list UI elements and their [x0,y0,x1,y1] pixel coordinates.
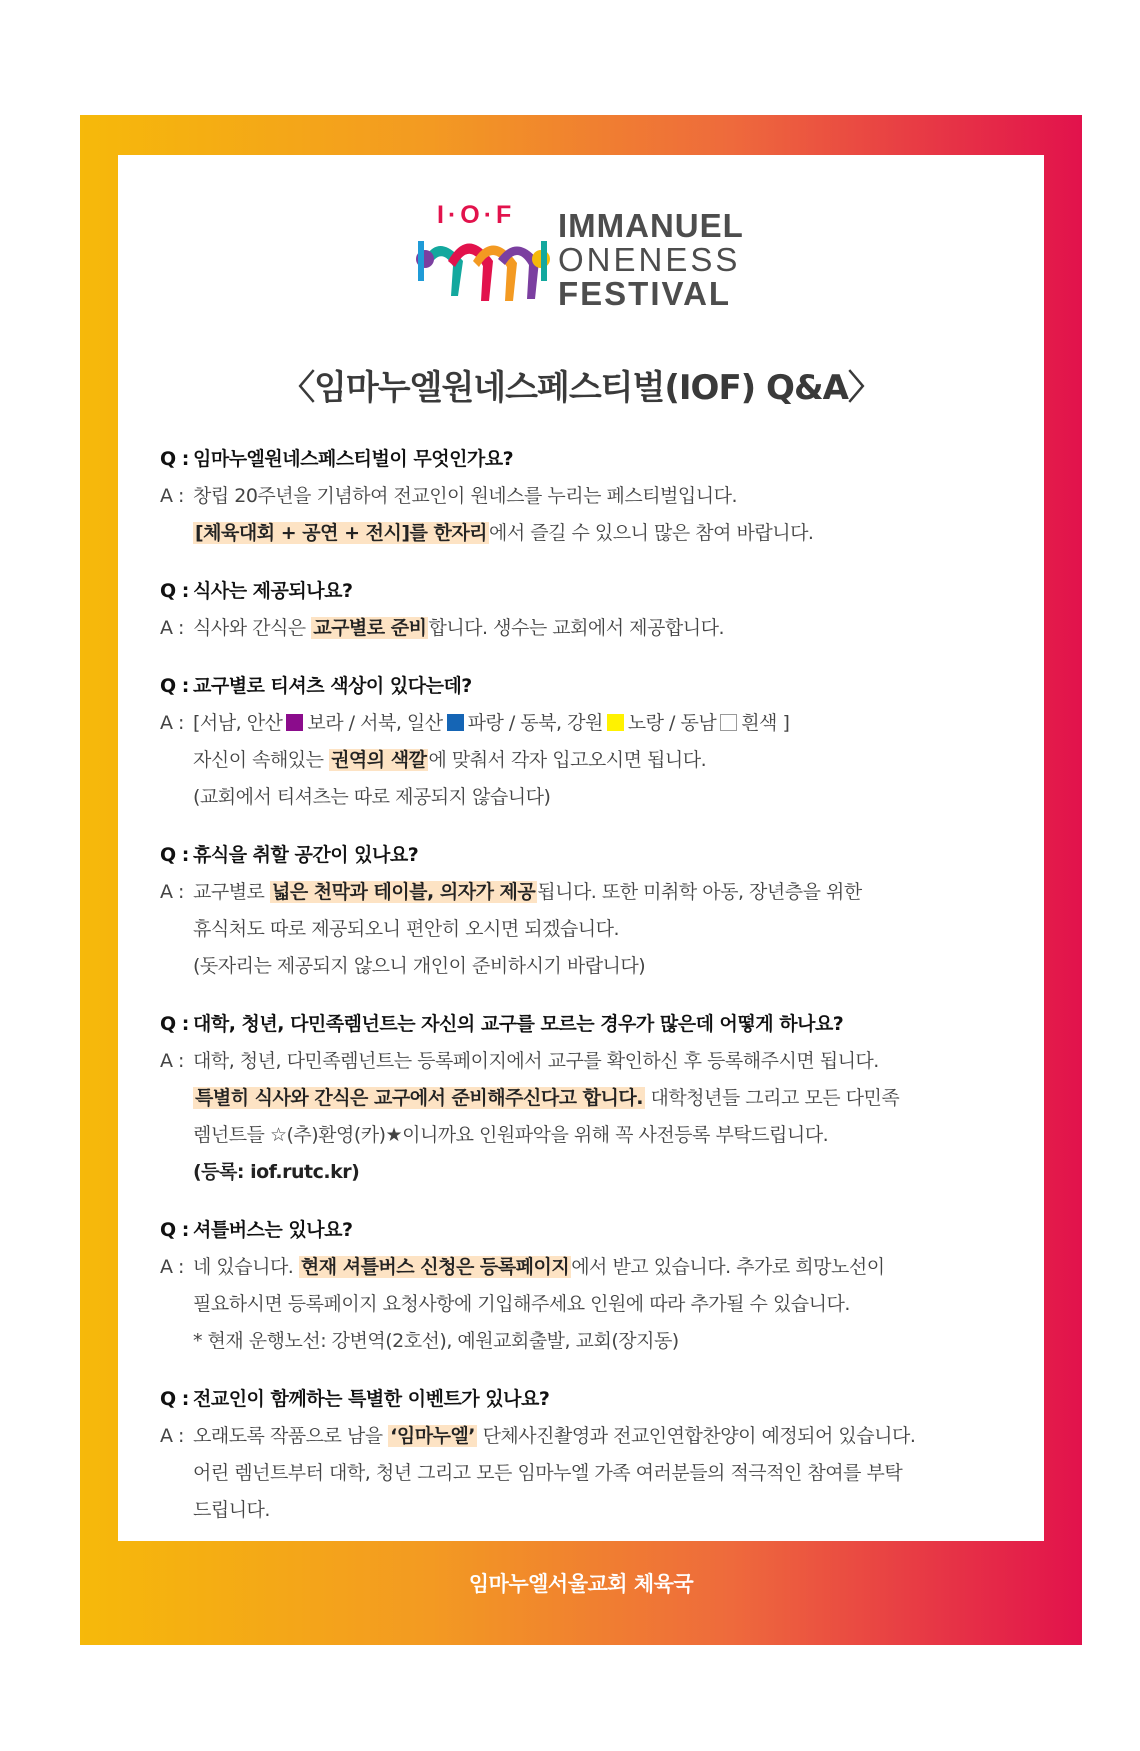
answer-text: 에서 즐길 수 있으니 많은 참여 바랍니다. [489,522,814,544]
question [160,1381,1020,1418]
content-card [118,155,1044,1541]
yellow-swatch-icon [607,714,624,731]
answer-text: 대학청년들 그리고 모든 다민족 [644,1087,900,1109]
answer-line [160,478,1020,515]
qa-item-2 [160,573,1020,647]
q-label: Q : [160,580,189,602]
answer-text: 단체사진촬영과 전교인연합찬양이 예정되어 있습니다. [477,1425,916,1447]
logo-line-2: ONENESS [558,241,741,278]
answer-text: 됩니다. 또한 미취학 아동, 장년층을 위한 [537,881,862,903]
region-text: 파랑 / 동북, 강원 [467,712,603,734]
a-label: A : [160,881,184,903]
q-label: Q : [160,1219,189,1241]
a-label: A : [160,1256,184,1278]
answer-line: * 현재 운행노선: 강변역(2호선), 예원교회출발, 교회(장지동) [193,1330,679,1352]
highlight-text: 현재 셔틀버스 신청은 등록페이지 [300,1256,570,1278]
q-label: Q : [160,675,189,697]
q-label: Q : [160,844,189,866]
question-text: 휴식을 취할 공간이 있나요? [193,844,419,866]
a-label: A : [160,1050,184,1072]
answer-line [160,1043,1020,1080]
logo-line-3: FESTIVAL [558,275,732,312]
logo-line-1: IMMANUEL [558,207,744,244]
qa-item-3 [160,668,1020,816]
highlight-text: 권역의 색깔 [331,749,427,771]
answer-text: 교구별로 [193,881,270,903]
answer-text: 합니다. 생수는 교회에서 제공합니다. [428,617,724,639]
question-text: 식사는 제공되나요? [193,580,353,602]
qa-item-6 [160,1212,1020,1360]
answer-line [160,1080,1020,1117]
page-title: 〈임마누엘원네스페스티벌(IOF) Q&A〉 [281,368,881,408]
answer-line [160,742,1020,779]
answer-line [160,874,1020,911]
highlight-text: ‘임마누엘’ [390,1425,476,1447]
answer-text: 에 맞춰서 각자 입고오시면 됩니다. [428,749,707,771]
answer-line: 어린 렘넌트부터 대학, 청년 그리고 모든 임마누엘 가족 여러분들의 적극적인 참여를 부탁 [193,1462,903,1484]
question-text: 셔틀버스는 있나요? [193,1219,353,1241]
region-text: [서남, 안산 [193,712,283,734]
white-swatch-icon [720,714,737,731]
answer-text: 네 있습니다. [193,1256,299,1278]
answer-line: (교회에서 티셔츠는 따로 제공되지 않습니다) [193,786,551,808]
region-text: 노랑 / 동남 [627,712,717,734]
logo-wordmark [558,209,744,311]
q-label: Q : [160,1013,189,1035]
question-text: 임마누엘원네스페스티벌이 무엇인가요? [193,448,514,470]
a-label: A : [160,1425,184,1447]
answer-text: 에서 받고 있습니다. 추가로 희망노선이 [571,1256,885,1278]
question [160,1212,1020,1249]
answer-line [160,1249,1020,1286]
highlight-text: 넓은 천막과 테이블, 의자가 제공 [271,881,536,903]
qa-list [160,441,1020,1550]
answer-text: 창립 20주년을 기념하여 전교인이 원네스를 누리는 페스티벌입니다. [193,485,738,507]
answer-line [160,705,1020,742]
highlight-text: 특별히 식사와 간식은 교구에서 준비해주신다고 합니다. [195,1087,643,1109]
footer-text: 임마누엘서울교회 체육국 [468,1572,694,1596]
answer-line [160,1418,1020,1455]
answer-line: 렘넌트들 ☆(추)환영(카)★이니까요 인원파악을 위해 꼭 사전등록 부탁드립니다. [193,1124,829,1146]
qa-item-1 [160,441,1020,552]
logo-mark-text: I·O·F [437,201,516,229]
purple-swatch-icon [286,714,303,731]
question-text: 전교인이 함께하는 특별한 이벤트가 있나요? [193,1388,550,1410]
answer-text: 오래도록 작품으로 남을 [193,1425,389,1447]
qa-item-4 [160,837,1020,985]
question-text: 대학, 청년, 다민족렘넌트는 자신의 교구를 모르는 경우가 많은데 어떻게 하나요? [193,1013,844,1035]
answer-text: 식사와 간식은 [193,617,312,639]
question [160,1006,1020,1043]
a-label: A : [160,712,184,734]
iof-logo [413,201,773,313]
q-label: Q : [160,448,189,470]
answer-line: 드립니다. [193,1499,270,1521]
answer-text: 대학, 청년, 다민족렘넌트는 등록페이지에서 교구를 확인하신 후 등록해주시면 됩니다. [193,1050,879,1072]
highlight-text: 교구별로 준비 [313,617,427,639]
gradient-frame [80,115,1082,1645]
answer-text: 자신이 속해있는 [193,749,330,771]
answer-line [160,610,1020,647]
answer-line: 필요하시면 등록페이지 요청사항에 기입해주세요 인원에 따라 추가될 수 있습니다. [193,1293,850,1315]
answer-line: 휴식처도 따로 제공되오니 편안히 오시면 되겠습니다. [193,918,620,940]
answer-line [160,515,1020,552]
registration-link[interactable]: (등록: iof.rutc.kr) [193,1161,360,1183]
a-label: A : [160,617,184,639]
question-text: 교구별로 티셔츠 색상이 있다는데? [193,675,472,697]
region-text: 흰색 ] [741,712,790,734]
blue-swatch-icon [447,714,464,731]
answer-line: (돗자리는 제공되지 않으니 개인이 준비하시기 바랍니다) [193,955,646,977]
qa-item-5 [160,1006,1020,1191]
question [160,441,1020,478]
question [160,837,1020,874]
qa-item-7 [160,1381,1020,1529]
question [160,668,1020,705]
region-text: 보라 / 서북, 일산 [307,712,443,734]
a-label: A : [160,485,184,507]
question [160,573,1020,610]
q-label: Q : [160,1388,189,1410]
highlight-text: [체육대회 + 공연 + 전시]를 한자리 [195,522,488,544]
